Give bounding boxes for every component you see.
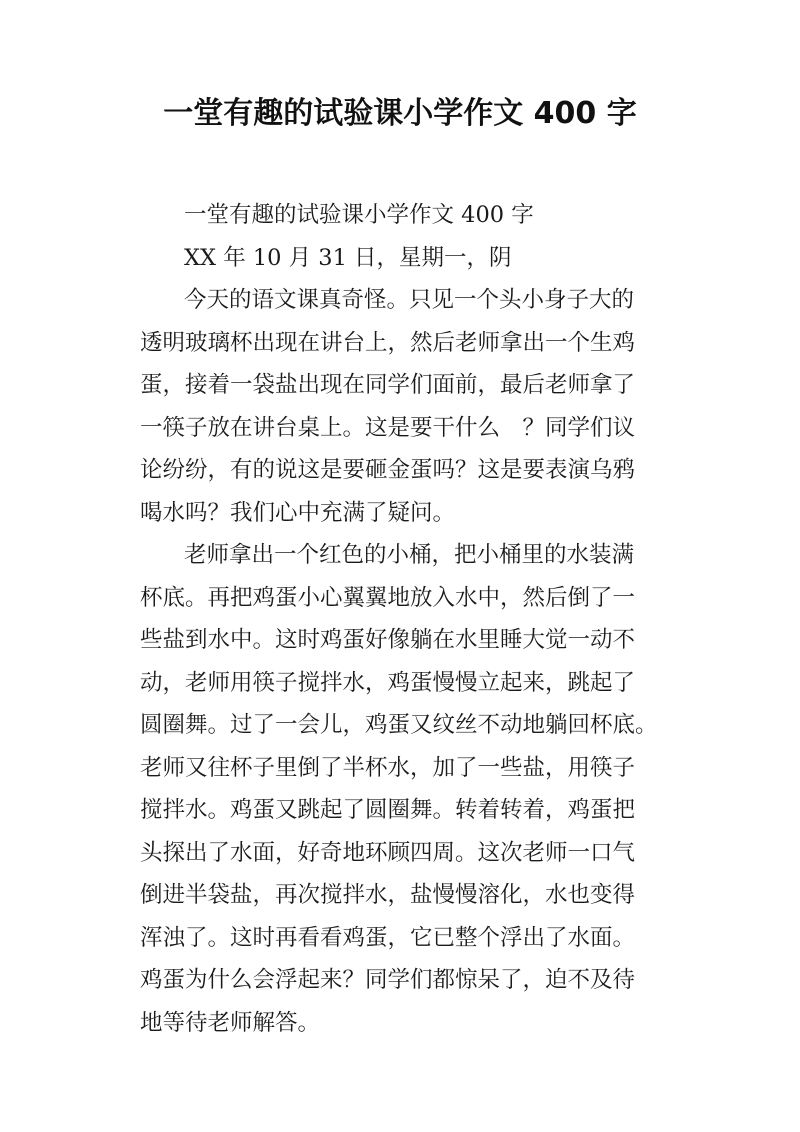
paragraph-1-line-3: 蛋，接着一袋盐出现在同学们面前，最后老师拿了 [140,372,636,398]
paragraph-2-line-6: 老师又往杯子里倒了半杯水，加了一些盐，用筷子 [140,754,636,781]
paragraph-2-line-8: 头探出了水面，好奇地环顾四周。这次老师一口气 [140,839,636,866]
paragraph-2-line-9: 倒进半袋盐，再次搅拌水，盐慢慢溶化，水也变得 [140,882,636,908]
document-title: 一堂有趣的试验课小学作文 400 字 [163,96,637,131]
paragraph-1-line-1: 今天的语文课真奇怪。只见一个头小身子大的 [184,287,635,313]
paragraph-2-line-10: 浑浊了。这时再看看鸡蛋，它已整个浮出了水面。 [140,924,636,951]
date-line: XX 年 10 月 31 日，星期一，阴 [184,244,512,271]
paragraph-1-line-6: 喝水吗？我们心中充满了疑问。 [140,499,456,526]
paragraph-1-line-5: 论纷纷，有的说这是要砸金蛋吗？这是要表演乌鸦 [140,457,636,483]
paragraph-2-line-3: 些盐到水中。这时鸡蛋好像躺在水里睡大觉一动不 [140,627,636,653]
paragraph-2-line-7: 搅拌水。鸡蛋又跳起了圆圈舞。转着转着，鸡蛋把 [140,797,636,823]
paragraph-2-line-1: 老师拿出一个红色的小桶，把小桶里的水装满 [184,542,635,568]
paragraph-2-line-4: 动，老师用筷子搅拌水，鸡蛋慢慢立起来，跳起了 [140,669,636,696]
paragraph-1-line-4: 一筷子放在讲台桌上。这是要干什么 ？同学们议 [140,414,636,441]
paragraph-2-line-2: 杯底。再把鸡蛋小心翼翼地放入水中，然后倒了一 [140,584,636,611]
paragraph-1-line-2: 透明玻璃杯出现在讲台上，然后老师拿出一个生鸡 [140,329,636,356]
paragraph-2-line-5: 圆圈舞。过了一会儿，鸡蛋又纹丝不动地躺回杯底。 [140,712,658,738]
paragraph-2-line-11: 鸡蛋为什么会浮起来？同学们都惊呆了，迫不及待 [140,967,636,993]
essay-body [140,194,668,1044]
subtitle-line: 一堂有趣的试验课小学作文 400 字 [184,202,534,228]
paragraph-2-line-12: 地等待老师解答。 [140,1009,321,1036]
